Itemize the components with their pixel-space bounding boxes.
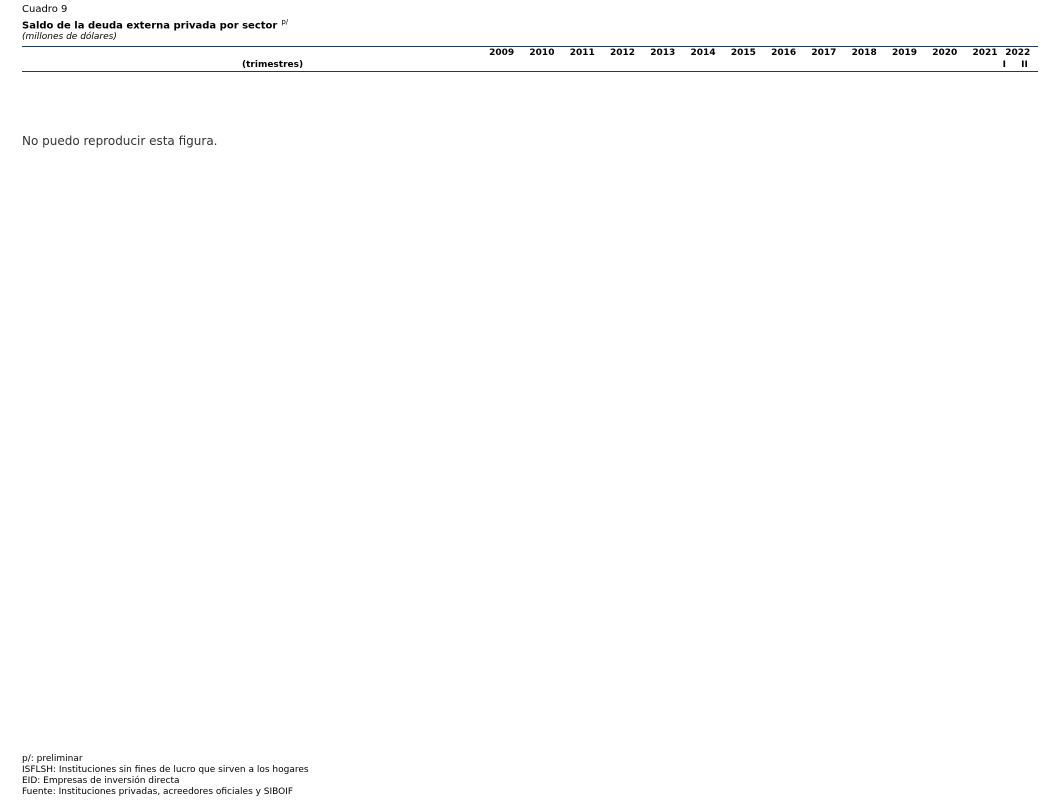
note-line: p/: preliminar <box>22 754 83 764</box>
period-label: (trimestres) <box>242 60 304 71</box>
note-line: EID: Empresas de inversión directa <box>22 776 180 786</box>
year-header: 2015 <box>730 48 756 59</box>
note-line: ISFLSH: Instituciones sin fines de lucro que sirven a los hogares <box>22 765 309 775</box>
year-header: 2017 <box>811 48 837 59</box>
column-header <box>22 46 1038 72</box>
year-header: 2011 <box>569 48 595 59</box>
table-title-text: Saldo de la deuda externa privada por sector <box>22 20 278 32</box>
year-header: 2021 <box>972 48 998 59</box>
notice: No puedo reproducir esta figura. <box>22 134 218 149</box>
year-header: 2012 <box>609 48 636 59</box>
year-header: 2018 <box>851 48 877 59</box>
year-header-2022: 2022 <box>1005 48 1031 59</box>
table-subtitle: (millones de dólares) <box>22 32 117 43</box>
year-header: 2014 <box>690 48 716 59</box>
table-title <box>22 16 1038 32</box>
year-header: 2016 <box>771 48 797 59</box>
year-header: 2019 <box>891 48 917 59</box>
title-mark: p/ <box>281 18 289 26</box>
year-header: 2013 <box>650 48 676 59</box>
table-notes <box>22 754 309 798</box>
year-header: 2009 <box>489 48 515 59</box>
quarter-header: I <box>1002 60 1006 71</box>
year-header: 2020 <box>932 48 958 59</box>
table-caption: Cuadro 9 <box>22 4 68 15</box>
year-header: 2010 <box>529 48 555 59</box>
quarter-header: II <box>1021 60 1028 71</box>
note-line: Fuente: Instituciones privadas, acreedores oficiales y SIBOIF <box>22 787 294 797</box>
